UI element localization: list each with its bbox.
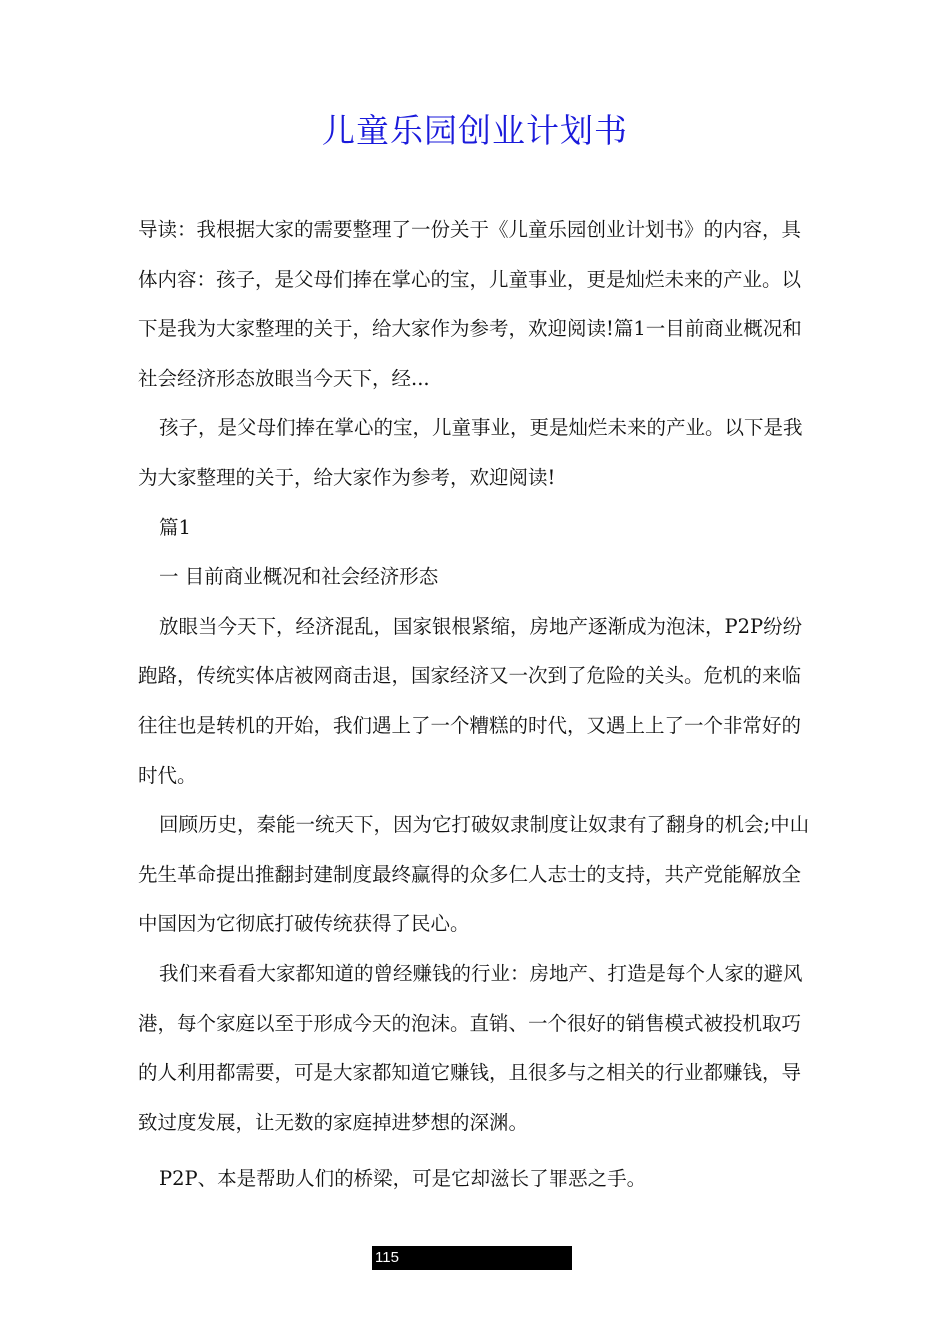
document-title: 儿童乐园创业计划书 [322,111,628,150]
document-body [138,205,818,1204]
section-label: 篇1 [159,515,191,539]
paragraph: 放眼当今天下，经济混乱，国家银根紧缩，房地产逐渐成为泡沫，P2P纷纷跑路，传统实体店被网商击退，国家经济又一次到了危险的关头。危机的来临往往也是转机的开始，我们遇上了一个糟糕的时代，又遇上上了一个非常好的时代。 [138,614,803,787]
paragraph: 我们来看看大家都知道的曾经赚钱的行业：房地产、打造是每个人家的避风港，每个家庭以至于形成今天的泡沫。直销、一个很好的销售模式被投机取巧的人利用都需要，可是大家都知道它赚钱，且很多与之相关的行业都赚钱，导致过度发展，让无数的家庭掉进梦想的深渊。 [138,961,803,1134]
section-heading: 一 目前商业概况和社会经济形态 [159,565,439,589]
paragraph: 孩子，是父母们捧在掌心的宝，儿童事业，更是灿烂未来的产业。以下是我为大家整理的关于，给大家作为参考，欢迎阅读! [138,416,803,489]
page-number: 115 [372,1246,572,1270]
intro-paragraph: 导读：我根据大家的需要整理了一份关于《儿童乐园创业计划书》的内容，具体内容：孩子，是父母们捧在掌心的宝，儿童事业，更是灿烂未来的产业。以下是我为大家整理的关于，给大家作为参考，欢迎阅读!篇1一目前商业概况和社会经济形态放眼当今天下，经... [138,218,802,390]
paragraph: 回顾历史，秦能一统天下，因为它打破奴隶制度让奴隶有了翻身的机会;中山先生革命提出推翻封建制度最终赢得的众多仁人志士的支持，共产党能解放全中国因为它彻底打破传统获得了民心。 [138,813,810,936]
paragraph: P2P、本是帮助人们的桥梁，可是它却滋长了罪恶之手。 [159,1167,647,1191]
